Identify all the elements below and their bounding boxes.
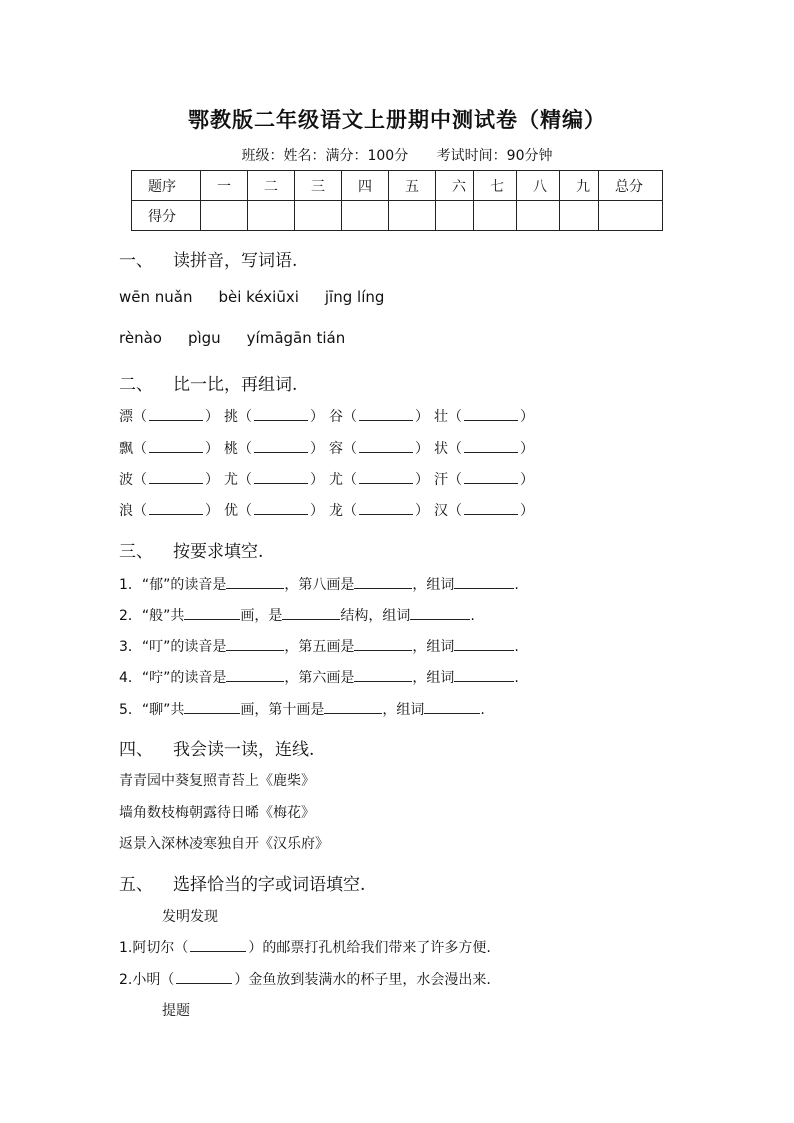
question-text: ，组词	[412, 577, 455, 593]
question-text: ，组词	[412, 670, 455, 686]
header-cell: 八	[517, 171, 560, 201]
question-text: 画，第十画是	[240, 702, 325, 718]
open-paren: （	[448, 409, 462, 425]
compare-item	[224, 406, 329, 426]
close-paren: ）	[310, 409, 324, 425]
score-table-header-row	[132, 171, 663, 201]
section-title: 比一比，再组词.	[173, 375, 298, 395]
open-paren: （	[133, 472, 147, 488]
section-4-heading	[119, 735, 314, 760]
close-paren: ）	[205, 503, 219, 519]
question-text: 5．“聊”共	[119, 702, 185, 718]
question-text: 2.小明（	[119, 972, 175, 988]
fill-question	[119, 574, 519, 594]
compare-item	[119, 500, 224, 520]
character: 尤	[329, 472, 343, 488]
open-paren: （	[448, 472, 462, 488]
pinyin-item: pìgu	[187, 329, 221, 347]
question-text: ，第六画是	[284, 670, 355, 686]
answer-blank[interactable]	[359, 408, 413, 421]
open-paren: （	[343, 409, 357, 425]
section-1-heading	[119, 246, 297, 271]
question-text: 3．“叮”的读音是	[119, 639, 227, 655]
choice-question	[119, 937, 491, 957]
section-number: 五、	[119, 875, 153, 895]
character: 汉	[434, 503, 448, 519]
question-text: .	[514, 670, 519, 686]
answer-blank[interactable]	[184, 607, 240, 620]
answer-blank[interactable]	[149, 408, 203, 421]
question-text: ，组词	[412, 639, 455, 655]
character: 状	[434, 441, 448, 457]
question-text: .	[514, 639, 519, 655]
exam-info	[0, 145, 794, 165]
answer-blank[interactable]	[424, 701, 480, 714]
exam-time-info: 考试时间：90分钟	[436, 148, 553, 164]
open-paren: （	[238, 472, 252, 488]
open-paren: （	[133, 409, 147, 425]
question-text: 画，是	[240, 608, 283, 624]
question-text: 1．“郁”的读音是	[119, 577, 227, 593]
section-3-heading	[119, 537, 263, 562]
question-text: .	[514, 577, 519, 593]
open-paren: （	[133, 503, 147, 519]
answer-blank[interactable]	[184, 701, 240, 714]
header-cell: 六	[436, 171, 474, 201]
score-cell[interactable]	[436, 201, 474, 231]
open-paren: （	[133, 441, 147, 457]
compare-item	[329, 500, 434, 520]
header-cell: 三	[295, 171, 342, 201]
compare-item	[119, 438, 224, 458]
answer-blank[interactable]	[454, 576, 514, 589]
word-choices: 提题	[162, 1003, 190, 1019]
pinyin-item: yímāgān tián	[246, 329, 346, 347]
answer-blank[interactable]	[359, 440, 413, 453]
section-number: 四、	[119, 740, 153, 760]
fill-question	[119, 605, 475, 625]
answer-blank[interactable]	[464, 440, 518, 453]
compare-item	[119, 406, 224, 426]
score-cell[interactable]	[389, 201, 436, 231]
question-text: .	[470, 608, 475, 624]
character: 龙	[329, 503, 343, 519]
character: 壮	[434, 409, 448, 425]
section-title: 按要求填空.	[173, 542, 264, 562]
close-paren: ）	[520, 409, 534, 425]
answer-blank[interactable]	[226, 576, 284, 589]
page-title: 鄂教版二年级语文上册期中测试卷（精编）	[188, 107, 606, 132]
pinyin-row-2	[119, 329, 371, 347]
close-paren: ）	[310, 441, 324, 457]
answer-blank[interactable]	[354, 638, 412, 651]
pinyin-item: bèi kéxiūxi	[218, 288, 299, 306]
answer-blank[interactable]	[254, 408, 308, 421]
close-paren: ）	[415, 409, 429, 425]
header-cell: 题序	[132, 171, 201, 201]
fill-question	[119, 636, 519, 656]
close-paren: ）	[415, 503, 429, 519]
character: 漂	[119, 409, 133, 425]
close-paren: ）	[205, 409, 219, 425]
question-text: .	[480, 702, 485, 718]
score-cell[interactable]	[201, 201, 248, 231]
answer-blank[interactable]	[454, 669, 514, 682]
answer-blank[interactable]	[282, 607, 340, 620]
question-text: ，第八画是	[284, 577, 355, 593]
answer-blank[interactable]	[149, 440, 203, 453]
answer-blank[interactable]	[226, 669, 284, 682]
pinyin-item: jīng líng	[324, 288, 385, 306]
compare-row	[119, 500, 539, 520]
section-title: 我会读一读，连线.	[173, 740, 315, 760]
answer-blank[interactable]	[149, 502, 203, 515]
question-text: ，第五画是	[284, 639, 355, 655]
question-text: 4．“咛”的读音是	[119, 670, 227, 686]
character: 谷	[329, 409, 343, 425]
poem-line: 青青园中葵复照青苔上《鹿柴》	[119, 773, 315, 789]
compare-row	[119, 406, 539, 426]
close-paren: ）	[415, 441, 429, 457]
compare-item	[329, 469, 434, 489]
compare-item	[224, 500, 329, 520]
compare-item	[224, 469, 329, 489]
character: 波	[119, 472, 133, 488]
header-cell: 总分	[599, 171, 663, 201]
question-text: ）金鱼放到装满水的杯子里，水会漫出来.	[234, 972, 491, 988]
header-cell: 二	[248, 171, 295, 201]
answer-blank[interactable]	[254, 502, 308, 515]
compare-item	[434, 469, 539, 489]
character: 汗	[434, 472, 448, 488]
section-2-heading	[119, 370, 297, 395]
answer-blank[interactable]	[324, 701, 382, 714]
close-paren: ）	[415, 472, 429, 488]
header-cell: 四	[342, 171, 389, 201]
compare-item	[224, 438, 329, 458]
section-title: 读拼音，写词语.	[173, 251, 298, 271]
close-paren: ）	[520, 503, 534, 519]
score-cell[interactable]	[599, 201, 663, 231]
open-paren: （	[448, 503, 462, 519]
section-5-heading	[119, 870, 365, 895]
header-cell: 五	[389, 171, 436, 201]
score-row-label: 得分	[132, 201, 201, 231]
character: 浪	[119, 503, 133, 519]
open-paren: （	[448, 441, 462, 457]
open-paren: （	[238, 441, 252, 457]
answer-blank[interactable]	[359, 502, 413, 515]
character: 尤	[224, 472, 238, 488]
open-paren: （	[343, 441, 357, 457]
character: 挑	[224, 409, 238, 425]
question-text: ）的邮票打孔机给我们带来了许多方便.	[248, 940, 491, 956]
score-cell[interactable]	[342, 201, 389, 231]
header-cell: 一	[201, 171, 248, 201]
fill-question	[119, 667, 519, 687]
answer-blank[interactable]	[254, 471, 308, 484]
score-cell[interactable]	[295, 201, 342, 231]
compare-item	[434, 500, 539, 520]
answer-blank[interactable]	[359, 471, 413, 484]
compare-item	[434, 438, 539, 458]
header-cell: 七	[474, 171, 517, 201]
section-number: 三、	[119, 542, 153, 562]
answer-blank[interactable]	[410, 607, 470, 620]
question-text: ，组词	[382, 702, 425, 718]
answer-blank[interactable]	[464, 408, 518, 421]
open-paren: （	[238, 503, 252, 519]
compare-item	[119, 469, 224, 489]
word-choices: 发明发现	[162, 909, 218, 925]
open-paren: （	[238, 409, 252, 425]
score-table-score-row	[132, 201, 663, 231]
open-paren: （	[343, 472, 357, 488]
compare-item	[434, 406, 539, 426]
score-cell[interactable]	[248, 201, 295, 231]
score-cell[interactable]	[474, 201, 517, 231]
section-number: 二、	[119, 375, 153, 395]
question-text: 1.阿切尔（	[119, 940, 189, 956]
poem-line: 返景入深林凌寒独自开《汉乐府》	[119, 836, 329, 852]
close-paren: ）	[205, 441, 219, 457]
answer-blank[interactable]	[190, 939, 246, 952]
close-paren: ）	[520, 441, 534, 457]
section-title: 选择恰当的字或词语填空.	[173, 875, 366, 895]
character: 桃	[224, 441, 238, 457]
answer-blank[interactable]	[464, 471, 518, 484]
answer-blank[interactable]	[149, 471, 203, 484]
character: 容	[329, 441, 343, 457]
question-text: 2．“般”共	[119, 608, 185, 624]
section-number: 一、	[119, 251, 153, 271]
pinyin-item: wēn nuǎn	[119, 288, 193, 306]
pinyin-item: rènào	[119, 329, 162, 347]
answer-blank[interactable]	[464, 502, 518, 515]
header-cell: 九	[560, 171, 599, 201]
score-cell[interactable]	[560, 201, 599, 231]
answer-blank[interactable]	[226, 638, 284, 651]
close-paren: ）	[310, 503, 324, 519]
score-cell[interactable]	[517, 201, 560, 231]
class-name-score-info: 班级：姓名：满分：100分	[241, 148, 409, 164]
pinyin-row-1	[119, 288, 410, 306]
compare-row	[119, 438, 539, 458]
close-paren: ）	[310, 472, 324, 488]
choice-question	[119, 969, 491, 989]
fill-question	[119, 699, 485, 719]
compare-row	[119, 469, 539, 489]
question-text: 结构，组词	[340, 608, 411, 624]
score-table	[131, 170, 663, 231]
open-paren: （	[343, 503, 357, 519]
answer-blank[interactable]	[176, 971, 232, 984]
character: 飘	[119, 441, 133, 457]
answer-blank[interactable]	[454, 638, 514, 651]
close-paren: ）	[205, 472, 219, 488]
close-paren: ）	[520, 472, 534, 488]
character: 优	[224, 503, 238, 519]
answer-blank[interactable]	[254, 440, 308, 453]
answer-blank[interactable]	[354, 576, 412, 589]
answer-blank[interactable]	[354, 669, 412, 682]
poem-line: 墙角数枝梅朝露待日晞《梅花》	[119, 805, 315, 821]
compare-item	[329, 438, 434, 458]
compare-item	[329, 406, 434, 426]
